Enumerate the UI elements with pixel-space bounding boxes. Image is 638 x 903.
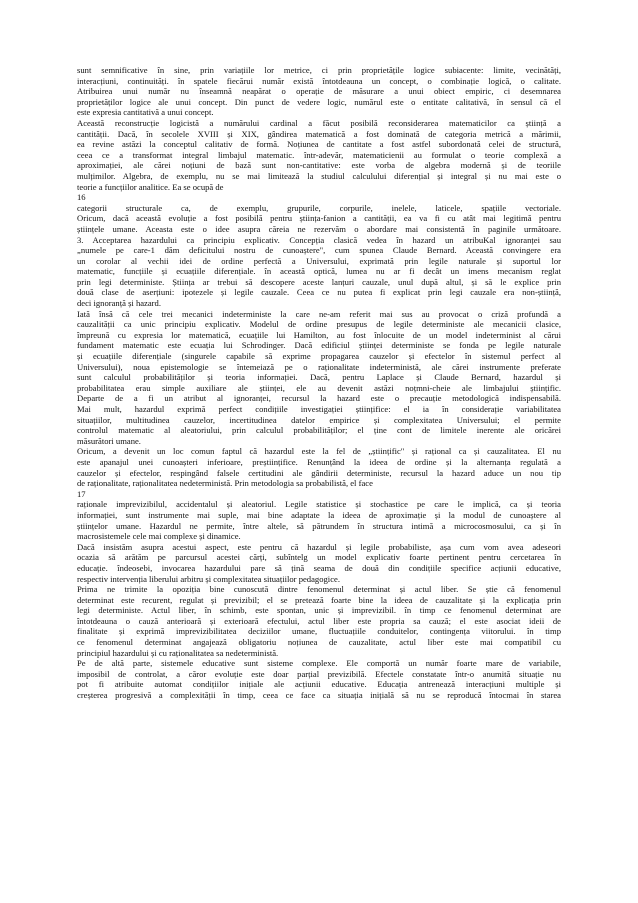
text-line: este expresia cantitativă a unui concept. bbox=[77, 107, 214, 118]
text-line: Iată însă că cele trei mecanici indeterministe la care ne-am referit mai sus au provocat o criză profundă a bbox=[77, 308, 561, 319]
text-line: cauzelor și efectelor, respingând falsele certitudini ale gândirii deterministe, recursul la hazard aduce un nou tip bbox=[77, 467, 561, 478]
text-line: Oricum, dacă această evoluție a fost posibilă pentru știința-fanion a cantității, ea va fi cu atât mai legitimă pentru bbox=[77, 213, 561, 224]
text-line: educație. îndeosebi, invocarea hazardului pare să țină seama de două din condițiile specifice acțiunii educative, bbox=[77, 562, 561, 573]
text-line: pot fi atribuite automat condițiilor inițiale ale acțiunii educative. Educația antrenează interacțiuni multiple și bbox=[77, 679, 561, 690]
text-line: proprietăților logice ale unui concept. Din punct de vedere logic, numărul este o entitate calitativă, în sensul că el bbox=[77, 96, 561, 107]
text-line: împreună cu expresia lor matematică, ecuațiile lui Hamilton, au fost înlocuite de un model indeterminist al cărui bbox=[77, 329, 561, 340]
text-line: și ecuațiile diferențiale (singurele capabile să exprime propagarea cauzelor și efectelor în sistemul perfect al bbox=[77, 351, 561, 362]
text-line: deci ignoranță și hazard. bbox=[77, 298, 161, 309]
text-line: fundament matematic este ecuația lui Schrodinger. Dacă edificiul științei deterministe se fonda pe legile naturale bbox=[77, 340, 561, 351]
text-line: Atribuirea unui număr nu înseamnă neapărat o operație de măsurare a unui obiect empiric, ci desemnarea bbox=[77, 86, 561, 97]
text-line: ocazia să arătăm pe parcursul acestei cărți, subîntelg un model explicativ foarte pertinent pentru cercetarea în bbox=[77, 552, 561, 563]
text-line: categorii structurale ca, de exemplu, grupurile, corpurile, inelele, laticele, spațiile vectoriale. bbox=[77, 202, 561, 213]
text-line: sunt semnificative în sine, prin variațiile lor metrice, ci prin proprietățile logice subiacente: limite, vecinătăți, bbox=[77, 65, 561, 75]
text-line: finalitate și exprimă imprevizibilitatea deciziilor umane, fluctuațiile conduitelor, contingența viitorului. în timp bbox=[77, 626, 561, 637]
text-line: întotdeauna o cauză anterioară și exterioară efectului, actul liber este propria sa cauză; el este asociat ideii de bbox=[77, 615, 561, 626]
text-line: informației, sunt instrumente mai suple, mai bine adaptate la ideea de aproximație și la modul de cunoaștere al bbox=[77, 509, 561, 520]
text-line: științele umane. Aceasta este o idee asupra căreia ne rezervăm o abordare mai consistentă în paginile următoare. bbox=[77, 223, 561, 234]
text-line: două clase de aserțiuni: ipotezele și legile cauzale. Ceea ce nu putea fi explicat prin legi cauzale era non-știință, bbox=[77, 287, 561, 298]
text-line: determinat este recurent, regulat și previzibil; el se pretează foarte bine la ideea de cauzalitate și la explicația prin bbox=[77, 594, 561, 605]
text-line: ceea ce a transformat integral limbajul matematic. într-adevăr, matematicienii au formulat o teorie complexă a bbox=[77, 149, 561, 160]
text-line: științelor umane. Hazardul ne permite, între altele, să pătrundem în structura intimă a microcosmosului, ca și în bbox=[77, 520, 561, 531]
text-line: Oricum, a devenit un loc comun faptul că hazardul este la fel de „științific" și rațional ca și cauzalitatea. El nu bbox=[77, 446, 561, 457]
text-line: de raționalitate, raționalitatea nedeterministă. Prin metodologia sa probabilistă, el face bbox=[77, 478, 373, 489]
text-line: raționale imprevizibilul, accidentalul și aleatoriul. Legile statistice și stochastice pe care le implică, ca și teoria bbox=[77, 499, 561, 510]
text-line: matematic, funcțiile și ecuațiile diferențiale. în această optică, lumea nu ar fi decât un imens mecanism reglat bbox=[77, 266, 561, 277]
text-line: „numele pe care-1 dăm deficitului nostru de cunoaștere", cum spunea Claude Bernard. Această convingere era bbox=[77, 245, 561, 256]
text-line: controlul matematic al aleatoriului, prin calculul probabilităților; el ține cont de limitele inerente ale oricărei bbox=[77, 425, 561, 436]
text-line: principiul hazardului și cu raționalitatea sa nedeterministă. bbox=[77, 647, 279, 658]
text-line: situațiilor, multitudinea cauzelor, incertitudinea datelor empirice și complexitatea Universului; el permite bbox=[77, 414, 561, 425]
text-line: mulțimilor. Algebra, de exemplu, nu se mai limitează la studiul calculului diferențial și integral și nu mai este o bbox=[77, 170, 561, 181]
text-line: sunt calculul probabilităților și teoria informației. Dacă, pentru Laplace și Claude Bernard, hazardul și bbox=[77, 372, 561, 383]
text-line: legi deterministe. Actul liber, în schimb, este spontan, unic și imprevizibil. în timp ce fenomenul determinat are bbox=[77, 605, 561, 616]
text-line: Prima ne trimite la opoziția bine cunoscută dintre fenomenul determinat și actul liber. Se știe că fenomenul bbox=[77, 584, 561, 595]
text-line: macrosistemele cele mai complexe și dinamice. bbox=[77, 531, 241, 542]
text-line: ea revine astăzi la conceptul calitativ de formă. Noțiunea de cantitate a fost astfel subordonată celei de structură, bbox=[77, 139, 561, 150]
text-line: interacțiuni, continuități. în spatele fiecărui număr există întotdeauna un concept, o combinație logică, o calitate. bbox=[77, 75, 561, 86]
text-line: 3. Acceptarea hazardului ca principiu explicativ. Concepția clasică vedea în hazard un atribuKal ignoranței sau bbox=[77, 234, 561, 245]
page-number: 16 bbox=[77, 192, 86, 203]
text-line: Universului), noua epistemologie se întemeiază pe o raționalitate indeterministă, ale cărei instrumente preferate bbox=[77, 361, 561, 372]
text-line: Această reconstrucție logicistă a numărului cardinal a făcut posibilă reconsiderarea matematicilor ca știință a bbox=[77, 117, 561, 128]
text-line: Mai mult, hazardul exprimă perfect condițiile investigației științifice: el ia în considerație variabilitatea bbox=[77, 404, 561, 414]
text-line: un corolar al vechii idei de ordine perfectă a Universului, exprimată prin legile naturale și suportul lor bbox=[77, 255, 561, 266]
text-line: este apanajul unei cunoașteri inferioare, preștiințifice. Renunțând la ideea de ordine și la alternanța regulată a bbox=[77, 456, 561, 467]
text-line: creșterea progresivă a complexității în timp, ceea ce face ca situația inițială să nu se reproducă întocmai în starea bbox=[77, 690, 561, 701]
document-page bbox=[77, 65, 561, 701]
text-line: măsurători umane. bbox=[77, 435, 141, 446]
text-line: teorie a funcțiilor analitice. Ea se ocupă de bbox=[77, 181, 224, 192]
page-number: 17 bbox=[77, 488, 86, 499]
text-line: imposibil de controlat, a căror evoluție este doar parțial previzibilă. Efectele constatate într-o anumită situație nu bbox=[77, 668, 561, 679]
text-line: Pe de altă parte, sistemele educative sunt sisteme complexe. Ele comportă un număr foarte mare de variabile, bbox=[77, 658, 561, 669]
text-line: probabilitatea erau simple auxiliare ale științei, ele au devenit astăzi noțmni-cheie ale limbajului științific. bbox=[77, 382, 561, 393]
text-line: cantității. Dacă, în secolele XVIII și XIX, gândirea matematică a fost dominată de categoria metrică a mărimii, bbox=[77, 128, 561, 139]
text-line: Dacă insistăm asupra acestui aspect, este pentru că hazardul și legile probabiliste, așa cum vom avea adeseori bbox=[77, 541, 561, 552]
text-line: ce fenomenul determinat angajează obligatoriu noțiunea de cauzalitate, actul liber este mai compatibil cu bbox=[77, 637, 561, 648]
text-line: cauzalității ca unic principiu explicativ. Modelul de ordine presupus de legile deterministe ale mecanicii clasice, bbox=[77, 319, 561, 330]
text-line: prin legi deterministe. Știința ar trebui să descopere aceste lanțuri cauzale, unul după altul, și să le explice prin bbox=[77, 276, 561, 287]
text-line: aproximației, ale cărei noțiuni de bază sunt non-cantitative: este vorba de algebra modernă și de teoriile bbox=[77, 160, 561, 171]
text-line: Departe de a fi un atribut al ignoranței, recursul la hazard este o precauție metodologică indispensabilă. bbox=[77, 393, 561, 404]
text-line: respectiv intervenția liberului arbitru și complexitatea situațiilor pedagogice. bbox=[77, 573, 340, 584]
